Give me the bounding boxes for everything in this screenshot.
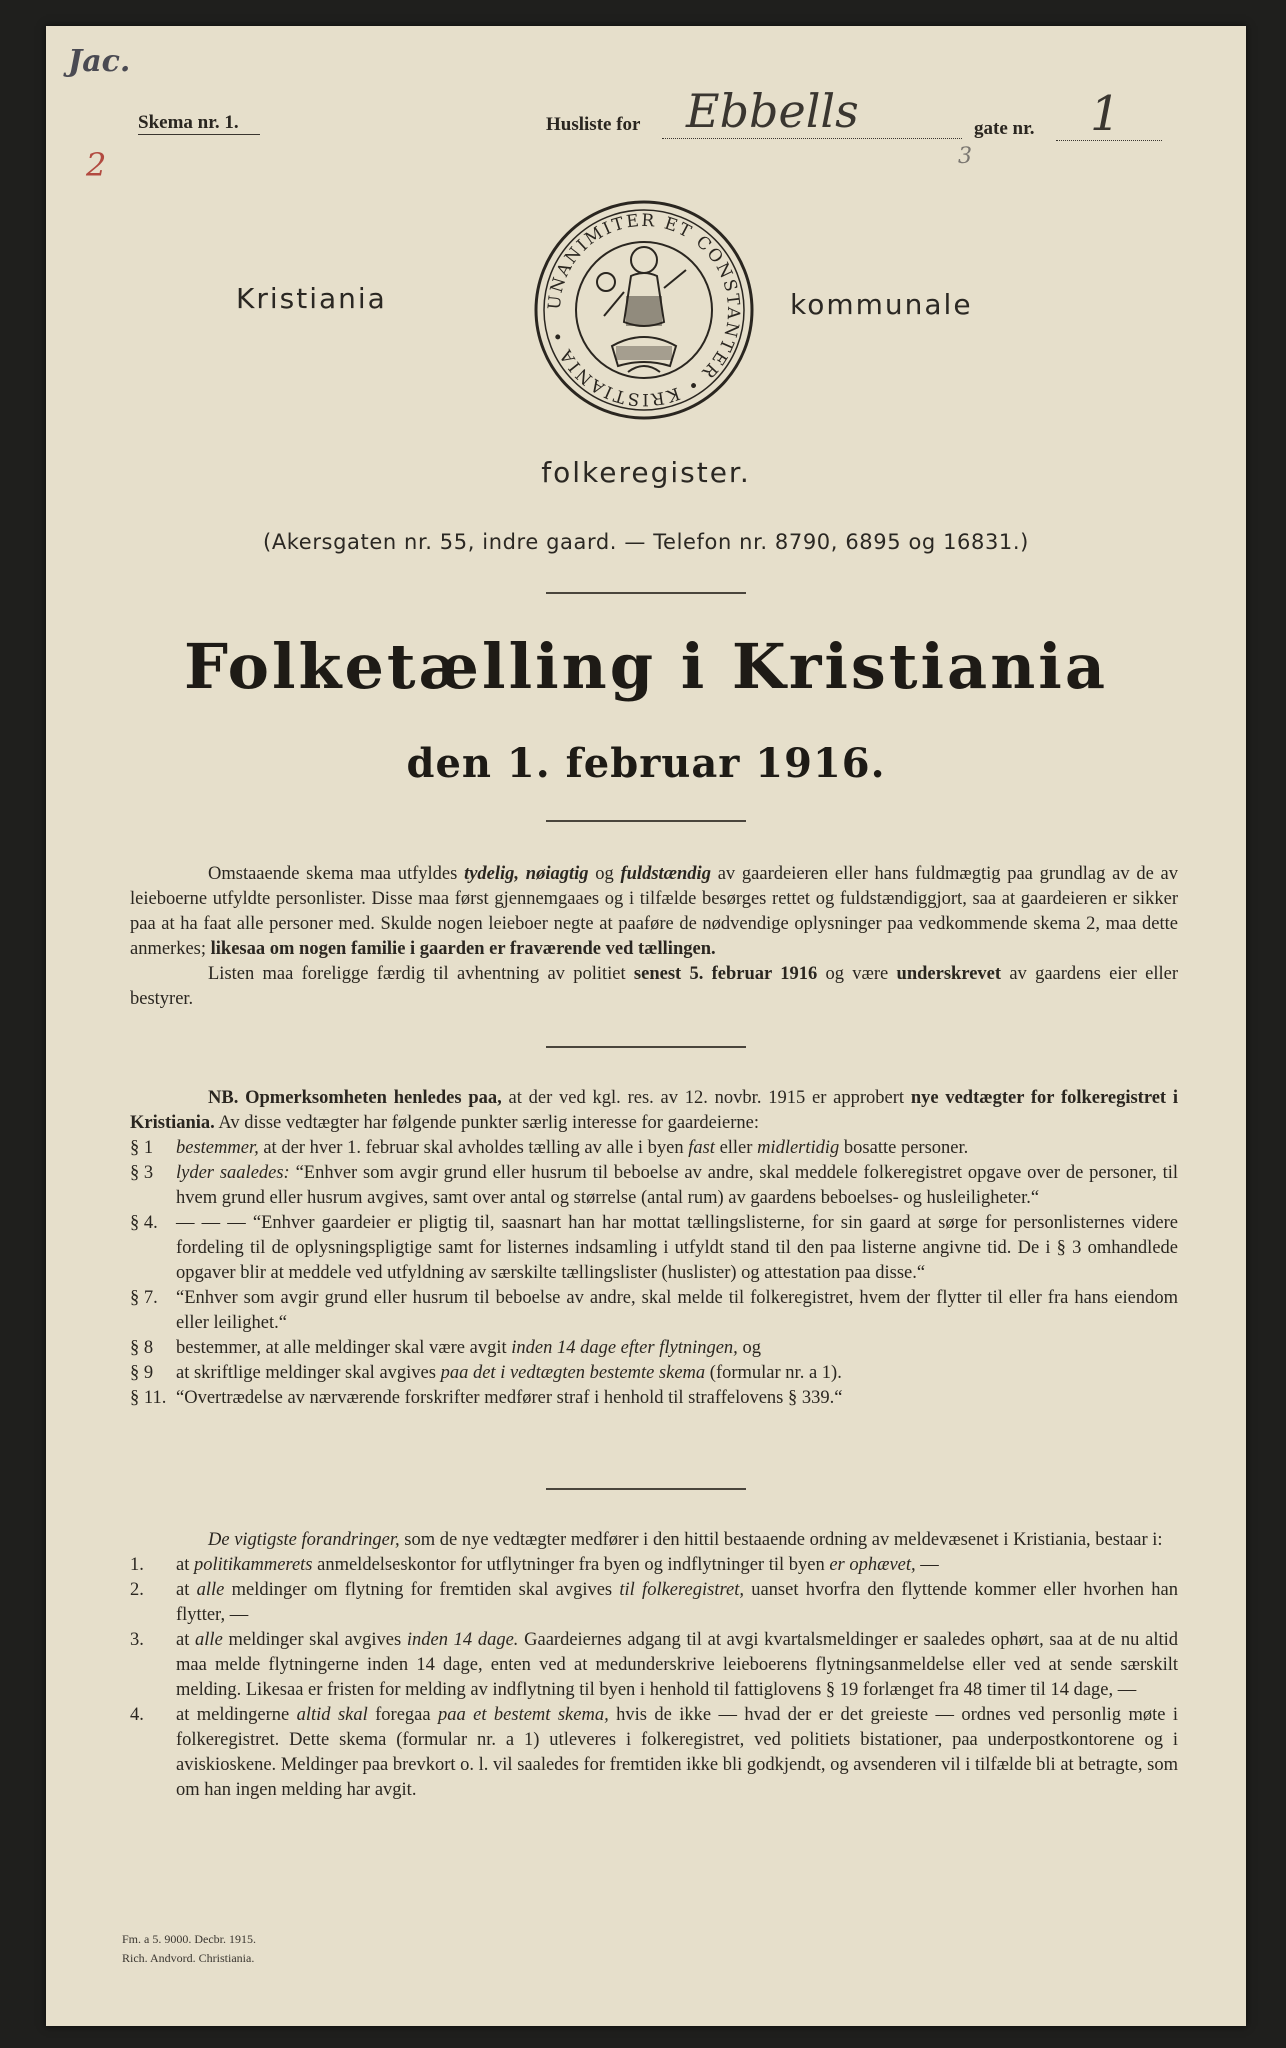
divider-title bbox=[546, 820, 746, 822]
skema-label: Skema nr. 1. bbox=[138, 112, 239, 133]
corner-pencil-mark: Jac. bbox=[68, 44, 131, 79]
footer-printer: Rich. Andvord. Christiania. bbox=[122, 1951, 255, 1965]
paragraph-1: § 1 bestemmer, at der hver 1. februar skal avholdes tælling av alle i byen fast eller midlertidig bosatte personer. bbox=[130, 1138, 969, 1158]
paragraph-4: § 4. — — — “Enhver gaardeier er pligtig til, saasnart han har mottat tællingslisterne, for sin gaard at sørge for personlisternes videre fordeling til de oplysningspligtige samt for listernes indsamling i utfyldt stand til den paa listerne angivne tid. De i § 3 omhandlede opgaver blir at meddele ved utfyldning av særskilte tællingslister (huslister) og attestation paa disse.“ bbox=[130, 1213, 1178, 1283]
margin-red-mark: 2 bbox=[86, 146, 107, 184]
change-item-2: 2. at alle meldinger om flytning for fremtiden skal avgives til folkeregistret, uanset hvorfra den flyttende kommer eller hvorhen han flytter, — bbox=[130, 1580, 1178, 1625]
intro-paragraph: Omstaaende skema maa utfyldes tydelig, nøiagtig og fuldstændig av gaardeieren eller hans fuldmægtig paa grundlag av de av leieboerne utfyldte personlister. Disse maa først gjennemgaaes og i tilfælde besørges rettet og fuldstændiggjort, saa at gaardeieren er sikker paa at ha faat alle personer med. Skulde nogen leieboer negte at paaføre de nødvendige oplysninger paa vedkommende skema 2, maa dette anmerkes; likesaa om nogen familie i gaarden er fraværende ved tællingen. Listen maa foreligge færdig til avhentning av politiet senest 5. februar 1916 og være underskrevet av gaardens eier eller bestyrer. bbox=[130, 864, 1178, 1009]
footer-print-run: Fm. a 5. 9000. Decbr. 1915. bbox=[122, 1932, 256, 1946]
paragraph-11: § 11. “Overtrædelse av nærværende forskrifter medfører straf i henhold til straffelovens § 339.“ bbox=[130, 1388, 843, 1408]
census-date: den 1. februar 1916. bbox=[406, 740, 886, 787]
folkeregister-label: folkeregister. bbox=[541, 456, 751, 489]
change-item-3: 3. at alle meldinger skal avgives inden 14 dage. Gaardeiernes adgang til at avgi kvartalsmeldinger er saaledes ophørt, saa at de nu altid maa melde flytningerne inden 14 dage, enten ved at medunderskrive leieboerens flytningsanmeldelse eller ved at sende særskilt melding. Likesaa er fristen for melding av indflytning til byen i henhold til fattiglovens § 19 forlænget fra 48 timer til 14 dage, — bbox=[130, 1630, 1178, 1700]
paragraph-8: § 8 bestemmer, at alle meldinger skal være avgit inden 14 dage efter flytningen, og bbox=[130, 1338, 761, 1358]
gate-number-handwritten: 1 bbox=[1090, 86, 1121, 142]
street-name-handwritten: Ebbells bbox=[686, 84, 859, 138]
nb-section: NB. Opmerksomheten henledes paa, at der ved kgl. res. av 12. novbr. 1915 er approbert nye vedtægter for folkeregistret i Kristiania. Av disse vedtægter har følgende punkter særlig interesse for gaardeierne: § 1 bestemmer, at der hver 1. februar skal avholdes tælling av alle i byen fast eller midlertidig bosatte personer. § 3 lyder saaledes: “Enhver som avgir grund eller husrum til beboelse av andre, skal meddele folkeregistret opgave over de personer, til hvem grund eller husrum avgives, samt over antal og størrelse (antal rum) av gaardens beboelses- og husleiligheter.“ § 4. — — — “Enhver gaardeier er pligtig til, saasnart han har mottat tællingslisterne, for sin gaard at sørge for personlisternes videre fordeling til de oplysningspligtige samt for listernes indsamling i utfyldt stand til den paa listerne angivne tid. De i § 3 omhandlede opgaver blir at meddele ved utfyldning av særskilte tællingslister (huslister) og attestation paa disse.“ § 7. “Enhver som avgir grund eller husrum til beboelse av andre, skal melde til folkeregistret, hvem der flytter til eller fra hans eiendom eller leilighet.“ § 8 bestemmer, at alle meldinger skal være avgit inden 14 dage efter flytningen, og § 9 at skriftlige meldinger skal avgives paa det i vedtægten bestemte skema (formular nr. a 1). § 11. “Overtrædelse av nærværende forskrifter medfører straf i henhold til straffelovens § 339.“ bbox=[130, 1086, 1178, 1411]
kristiania-label: Kristiania bbox=[236, 282, 387, 315]
printer-footer bbox=[122, 1930, 256, 1968]
census-title: Folketælling i Kristiania bbox=[183, 630, 1109, 703]
seal-inscription: UNANIMITER ET CONSTANTER • KRISTIANIA • bbox=[544, 210, 744, 410]
gate-label: gate nr. bbox=[974, 118, 1035, 139]
divider-intro bbox=[546, 1046, 746, 1048]
skema-underline bbox=[138, 134, 260, 135]
paragraph-9: § 9 at skriftlige meldinger skal avgives paa det i vedtægten bestemte skema (formular nr. a 1). bbox=[130, 1363, 842, 1383]
change-item-4: 4. at meldingerne altid skal foregaa paa et bestemt skema, hvis de ikke — hvad der er det greieste — ordnes ved personlig møte i folkeregistret. Dette skema (formular nr. a 1) utleveres i folkeregistret, ved politiets bistationer, paa underpostkontorene og i aviskioskene. Meldinger paa brevkort o. l. vil saaledes for fremtiden ikke bli godkjendt, og avsenderen vil i tilfælde bli at betragte, som om han ingen melding har avgit. bbox=[130, 1705, 1178, 1800]
change-item-1: 1. at politikammerets anmeldelseskontor for utflytninger fra byen og indflytninger til byen er ophævet, — bbox=[130, 1555, 939, 1575]
street-name-line bbox=[662, 138, 962, 139]
census-form-page bbox=[46, 26, 1246, 2026]
city-seal-emblem bbox=[530, 196, 758, 424]
divider-nb bbox=[546, 1488, 746, 1490]
office-address: (Akersgaten nr. 55, indre gaard. — Telefon nr. 8790, 6895 og 16831.) bbox=[263, 530, 1029, 554]
pencil-note-number: 3 bbox=[958, 144, 972, 169]
husliste-label: Husliste for bbox=[546, 114, 641, 135]
paragraph-7: § 7. “Enhver som avgir grund eller husrum til beboelse av andre, skal melde til folkeregistret, hvem der flytter til eller fra hans eiendom eller leilighet.“ bbox=[130, 1288, 1178, 1333]
changes-section: De vigtigste forandringer, som de nye vedtægter medfører i den hittil bestaaende ordning av meldevæsenet i Kristiania, bestaar i: 1. at politikammerets anmeldelseskontor for utflytninger fra byen og indflytninger til byen er ophævet, — 2. at alle meldinger om flytning for fremtiden skal avgives til folkeregistret, uanset hvorfra den flyttende kommer eller hvorhen han flytter, — 3. at alle meldinger skal avgives inden 14 dage. Gaardeiernes adgang til at avgi kvartalsmeldinger er saaledes ophørt, saa at de nu altid maa melde flytningerne inden 14 dage, enten ved at medunderskrive leieboerens flytningsanmeldelse eller ved at sende særskilt melding. Likesaa er fristen for melding av indflytning til byen i henhold til fattiglovens § 19 forlænget fra 48 timer til 14 dage, — 4. at meldingerne altid skal foregaa paa et bestemt skema, hvis de ikke — hvad der er det greieste — ordnes ved personlig møte i folkeregistret. Dette skema (formular nr. a 1) utleveres i folkeregistret, ved politiets bistationer, paa underpostkontorene og i aviskioskene. Meldinger paa brevkort o. l. vil saaledes for fremtiden ikke bli godkjendt, og avsenderen vil i tilfælde bli at betragte, som om han ingen melding har avgit. bbox=[130, 1528, 1178, 1803]
paragraph-3: § 3 lyder saaledes: “Enhver som avgir grund eller husrum til beboelse av andre, skal meddele folkeregistret opgave over de personer, til hvem grund eller husrum avgives, samt over antal og størrelse (antal rum) av gaardens beboelses- og husleiligheter.“ bbox=[130, 1163, 1178, 1208]
divider-top bbox=[546, 592, 746, 594]
kommunale-label: kommunale bbox=[790, 288, 973, 321]
